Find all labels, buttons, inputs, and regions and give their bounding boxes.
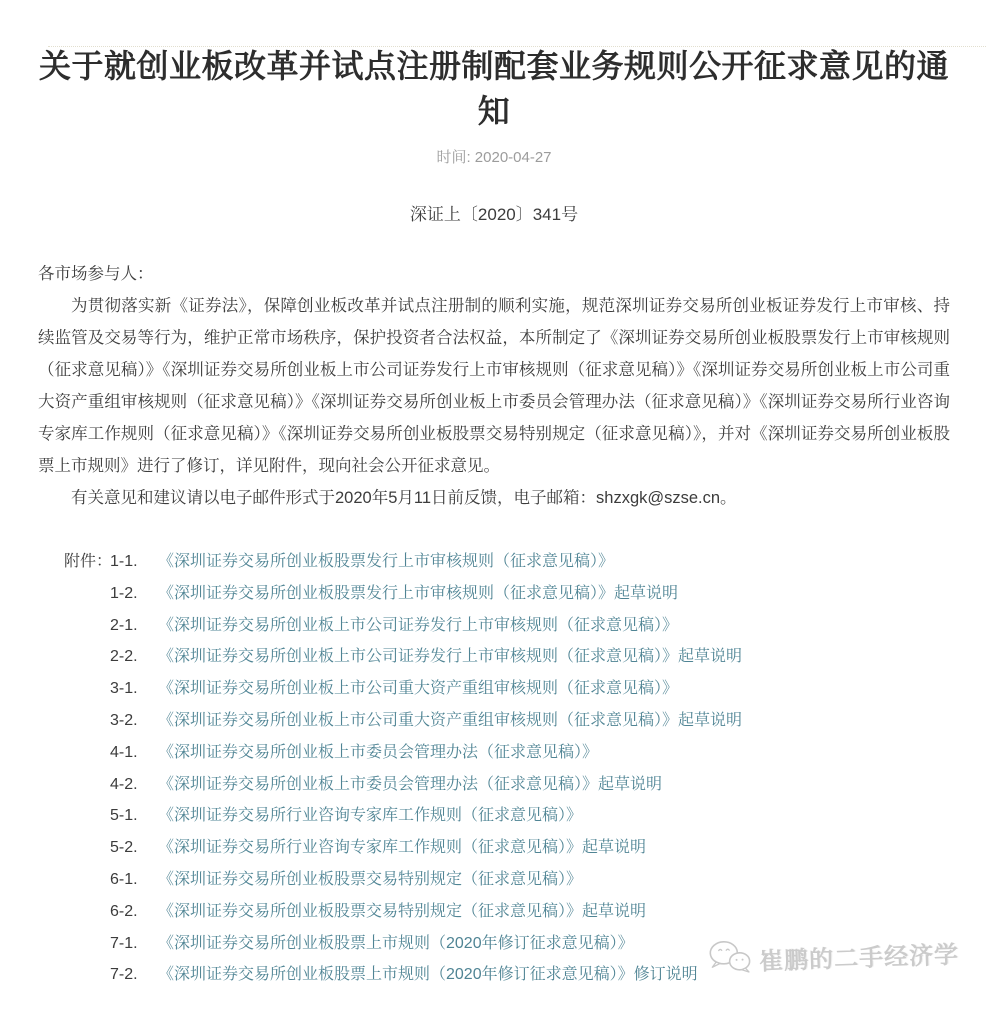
attachment-row [64,832,974,864]
attachment-row [64,737,974,769]
attachments-label [64,959,110,991]
attachments-label [64,737,110,769]
attachments-label [64,864,110,896]
salutation: 各市场参与人： [38,265,154,283]
attachments-label: 附件： [64,553,113,570]
attachment-row [64,610,974,642]
attachment-link[interactable]: 《深圳证券交易所创业板股票上市规则（2020年修订征求意见稿）》 [158,934,634,952]
wechat-icon [707,939,752,982]
feedback-paragraph: 有关意见和建议请以电子邮件形式于2020年5月11日前反馈，电子邮箱：shzxgk@szse.cn。 [71,489,737,507]
page-title: 关于就创业板改革并试点注册制配套业务规则公开征求意见的通知 [38,48,949,129]
attachment-link[interactable]: 《深圳证券交易所创业板上市公司证券发行上市审核规则（征求意见稿）》 [158,616,679,634]
attachment-number: 6-1. [110,870,138,888]
attachment-row [64,641,974,673]
attachment-number: 1-2. [110,584,138,602]
attachment-number: 1-1. [110,553,138,570]
main-paragraph: 为贯彻落实新《证券法》，保障创业板改革并试点注册制的顺利实施，规范深圳证券交易所创业板证券发行上市审核、持续监管及交易等行为，维护正常市场秩序，保护投资者合法权益，本所制定了《深圳证券交易所创业板股票发行上市审核规则（征求意见稿）》《深圳证券交易所创业板上市公司证券发行上市审核规则（征求意见稿）》《深圳证券交易所创业板上市公司重大资产重组审核规则（征求意见稿）》《深圳证券交易所创业板上市委员会管理办法（征求意见稿）》《深圳证券交易所行业咨询专家库工作规则（征求意见稿）》《深圳证券交易所创业板股票交易特别规定（征求意见稿）》，并对《深圳证券交易所创业板股票上市规则》进行了修订，详见附件，现向社会公开征求意见。 [38,297,950,475]
attachment-number: 4-2. [110,775,138,793]
attachment-link[interactable]: 《深圳证券交易所创业板上市公司重大资产重组审核规则（征求意见稿）》 [158,680,679,698]
attachment-number: 3-2. [110,711,138,729]
attachments-label [64,578,110,610]
attachment-row [64,578,974,610]
attachments-label [64,896,110,928]
attachment-link[interactable]: 《深圳证券交易所创业板股票发行上市审核规则（征求意见稿）》 [158,553,615,570]
notice-body [38,258,950,514]
attachment-row [64,769,974,801]
attachment-number: 5-1. [110,807,138,825]
attachment-number: 6-2. [110,902,138,920]
attachments-label [64,610,110,642]
attachment-number: 4-1. [110,743,138,761]
attachment-link[interactable]: 《深圳证券交易所创业板上市公司证券发行上市审核规则（征求意见稿）》起草说明 [158,648,743,666]
attachments-label [64,832,110,864]
attachment-number: 2-1. [110,616,138,634]
attachment-link[interactable]: 《深圳证券交易所创业板上市委员会管理办法（征求意见稿）》 [158,743,599,761]
attachment-number: 7-2. [110,966,138,984]
attachments-list [64,546,974,991]
attachment-link[interactable]: 《深圳证券交易所创业板股票上市规则（2020年修订征求意见稿）》修订说明 [158,966,698,984]
watermark [707,932,959,982]
attachment-number: 7-1. [110,934,138,952]
attachments-label [64,673,110,705]
attachments-label [64,705,110,737]
attachment-row [64,705,974,737]
attachment-link[interactable]: 《深圳证券交易所行业咨询专家库工作规则（征求意见稿）》起草说明 [158,839,647,857]
publish-time: 时间: 2020-04-27 [436,149,552,166]
watermark-text: 崔鹏的二手经济学 [758,941,960,976]
attachment-link[interactable]: 《深圳证券交易所创业板股票交易特别规定（征求意见稿）》 [158,870,583,888]
attachments-label [64,641,110,673]
attachment-row [64,800,974,832]
attachment-row [64,673,974,705]
attachment-link[interactable]: 《深圳证券交易所创业板股票交易特别规定（征求意见稿）》起草说明 [158,902,647,920]
attachment-row [64,896,974,928]
attachment-row [64,546,974,578]
attachments-label [64,769,110,801]
attachment-link[interactable]: 《深圳证券交易所创业板上市委员会管理办法（征求意见稿）》起草说明 [158,775,663,793]
attachment-link[interactable]: 《深圳证券交易所创业板股票发行上市审核规则（征求意见稿）》起草说明 [158,584,679,602]
attachment-link[interactable]: 《深圳证券交易所行业咨询专家库工作规则（征求意见稿）》 [158,807,583,825]
attachment-number: 5-2. [110,839,138,857]
attachments-label [64,928,110,960]
attachment-row [64,864,974,896]
attachment-link[interactable]: 《深圳证券交易所创业板上市公司重大资产重组审核规则（征求意见稿）》起草说明 [158,711,743,729]
document-number: 深证上〔2020〕341号 [409,205,579,224]
attachment-number: 3-1. [110,680,138,698]
attachment-number: 2-2. [110,648,138,666]
attachments-label [64,800,110,832]
